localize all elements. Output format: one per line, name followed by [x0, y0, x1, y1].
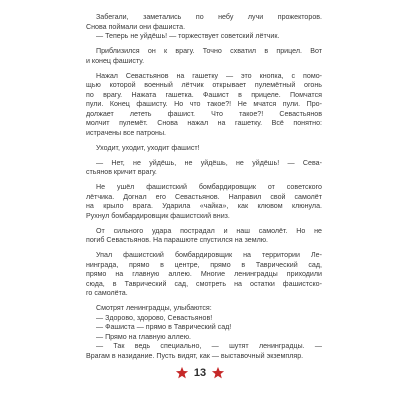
text-line: — Так ведь специально, — шутят ленинградцы. —	[96, 342, 322, 350]
star-icon-right	[211, 366, 225, 380]
text-line: лётчика. Догнал его Севастьянов. Направил свой самолёт	[86, 192, 322, 201]
star-icon-left	[175, 366, 189, 380]
text-line: на крыло врага. Ударила «чайка», как клювом клюнула.	[86, 202, 322, 210]
body-text	[86, 13, 322, 361]
text-line: должает лететь фашист. Что такое?! Севастьянов	[86, 109, 322, 118]
text-line: Уходит, уходит, уходит фашист!	[96, 143, 200, 152]
text-line: Врагам в назидание. Пусть видят, как — выставочный экземпляр.	[86, 351, 304, 360]
page-number: 13	[193, 367, 207, 379]
text-line: Упал фашистский бомбардировщик на территории Ле-	[96, 251, 322, 259]
text-line: стьянов кричит врагу.	[86, 168, 157, 176]
text-line: пули. Конец фашисту. Но что такое?! Не мчатся пули. Про-	[86, 100, 322, 108]
text-line: и конец фашисту.	[86, 56, 145, 65]
text-line: истрачены все патроны.	[86, 128, 167, 137]
text-line: молчит пулемёт. Снова нажал на гашетку. Всё понятно:	[86, 119, 322, 127]
text-line: погиб Севастьянов. На парашюте спустился на землю.	[86, 236, 269, 244]
text-line: щью которой военный лётчик открывает пулемётный огонь	[86, 81, 322, 89]
text-line: го самолёта.	[86, 289, 128, 297]
text-line: нинграда, прямо в центре, прямо в Таврический сад,	[86, 260, 322, 269]
text-line: — Теперь не уйдёшь! — торжествует советский лётчик.	[96, 32, 280, 40]
text-line: — Фашиста — прямо в Таврический сад!	[96, 323, 232, 331]
text-line: Рухнул бомбардировщик фашистский вниз.	[86, 211, 230, 220]
text-line: — Прямо на главную аллею.	[96, 332, 191, 341]
text-line: Нажал Севастьянов на гашетку — это кнопка, с помо-	[96, 71, 322, 80]
text-line: по врагу. Нажата гашетка. Фашист в прицеле. Помчатся	[86, 90, 322, 99]
page-footer	[0, 365, 400, 381]
text-line: Смотрят ленинградцы, улыбаются:	[96, 304, 212, 312]
text-line: — Нет, не уйдёшь, не уйдёшь, не уйдёшь! — Сева-	[96, 158, 322, 167]
text-line: От сильного удара пострадал и наш самолёт. Но не	[96, 226, 322, 235]
text-line: сюда, в Таврический сад, смотреть на остатки фашистско-	[86, 279, 322, 288]
text-line: Не ушёл фашистский бомбардировщик от советского	[96, 183, 322, 191]
text-line: Приблизился он к врагу. Точно схватил в прицел. Вот	[96, 47, 322, 55]
text-line: Забегали, заметались по небу лучи прожекторов.	[96, 13, 322, 21]
text-line: прямо на главную аллею. Многие ленинградцы приходили	[86, 270, 322, 278]
text-line: Снова поймали они фашиста.	[86, 22, 186, 31]
text-line: — Здорово, здорово, Севастьянов!	[96, 313, 213, 322]
